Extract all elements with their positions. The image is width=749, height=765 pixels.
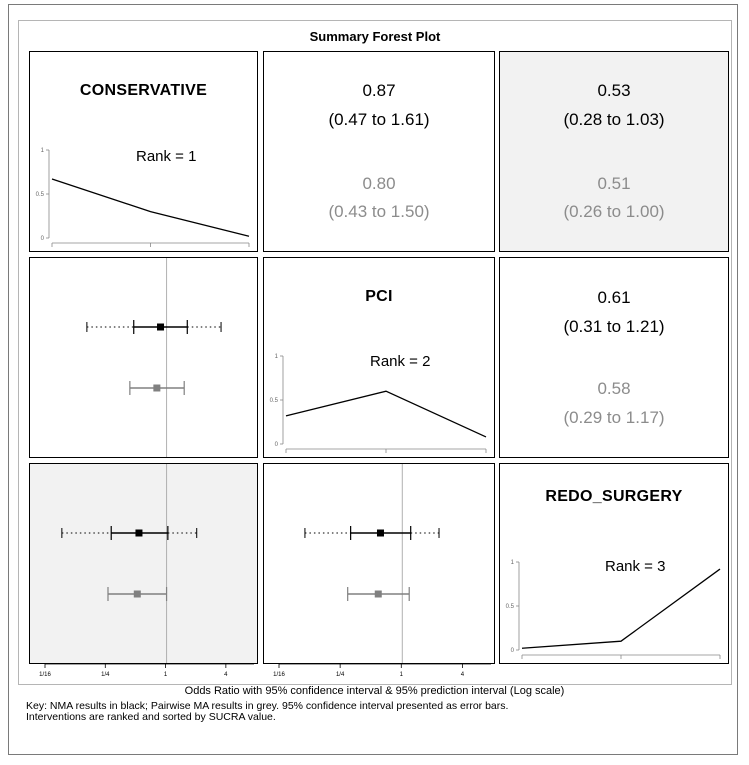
nma-point bbox=[135, 530, 142, 537]
nma-estimate: 0.87 bbox=[362, 81, 396, 100]
rank-label: Rank = 3 bbox=[605, 558, 666, 575]
x-tick-label: 4 bbox=[224, 672, 228, 678]
forest-plot bbox=[264, 464, 495, 664]
nma-estimate: 0.61 bbox=[597, 288, 631, 307]
nma-ci: (0.47 to 1.61) bbox=[328, 110, 430, 129]
pairwise-estimate: 0.58 bbox=[597, 379, 631, 398]
diagonal-cell-conservative bbox=[29, 51, 258, 252]
rank-prob-line bbox=[286, 391, 486, 437]
comparison-cell-pci-redo-surgery bbox=[499, 257, 729, 458]
x-tick-label: 1/4 bbox=[335, 672, 345, 678]
prob-y-tick-label: 0 bbox=[510, 648, 514, 654]
rank-prob-line bbox=[522, 569, 720, 648]
x-tick-label: 1/16 bbox=[39, 672, 51, 678]
nma-point bbox=[157, 324, 164, 331]
comparison-cell-conservative-pci bbox=[263, 51, 495, 252]
pairwise-estimate: 0.51 bbox=[597, 174, 631, 193]
comparison-cell-conservative-redo-surgery bbox=[499, 51, 729, 252]
rank-prob-plot bbox=[500, 464, 729, 664]
prob-y-tick-label: 1 bbox=[274, 354, 278, 360]
key-line-1: Key: NMA results in black; Pairwise MA results in grey. 95% confidence interval presented as error bars. bbox=[26, 700, 509, 712]
prob-y-tick-label: 1 bbox=[510, 560, 514, 566]
pairwise-point bbox=[375, 591, 382, 598]
nma-estimate: 0.53 bbox=[597, 81, 631, 100]
pairwise-ci: (0.29 to 1.17) bbox=[563, 408, 665, 427]
chart-title: Summary Forest Plot bbox=[309, 29, 441, 44]
x-axis-col1 bbox=[29, 663, 258, 685]
rank-prob-plot bbox=[264, 258, 495, 458]
x-tick-label: 1/4 bbox=[101, 672, 110, 678]
nma-point bbox=[377, 530, 384, 537]
rank-label: Rank = 1 bbox=[136, 148, 197, 165]
x-tick-label: 1 bbox=[163, 672, 168, 678]
x-axis-label: Odds Ratio with 95% confidence interval & 95% prediction interval (Log scale) bbox=[184, 685, 565, 697]
prob-y-tick-label: 0 bbox=[40, 236, 44, 242]
prob-y-tick-label: 0.5 bbox=[269, 398, 278, 404]
forest-cell-redo-surgery-vs-conservative bbox=[29, 463, 258, 664]
diagonal-cell-redo-surgery bbox=[499, 463, 729, 664]
rank-prob-line bbox=[52, 179, 249, 236]
x-axis-col2 bbox=[263, 663, 495, 685]
intervention-name: REDO_SURGERY bbox=[545, 488, 683, 505]
x-tick-label: 1/16 bbox=[273, 672, 285, 678]
intervention-name: CONSERVATIVE bbox=[79, 82, 208, 99]
key-line-2: Interventions are ranked and sorted by SUCRA value. bbox=[26, 711, 276, 723]
pairwise-point bbox=[134, 591, 141, 598]
pairwise-ci: (0.26 to 1.00) bbox=[563, 202, 665, 221]
rank-prob-plot bbox=[30, 52, 258, 252]
pairwise-ci: (0.43 to 1.50) bbox=[328, 202, 430, 221]
forest-cell-redo-surgery-vs-pci bbox=[263, 463, 495, 664]
forest-cell-pci-vs-conservative bbox=[29, 257, 258, 458]
forest-plot bbox=[30, 258, 258, 458]
x-tick-label: 4 bbox=[460, 672, 465, 678]
nma-ci: (0.31 to 1.21) bbox=[563, 317, 665, 336]
intervention-name: PCI bbox=[365, 288, 393, 305]
prob-y-tick-label: 0 bbox=[274, 442, 278, 448]
prob-y-tick-label: 0.5 bbox=[505, 604, 514, 610]
diagonal-cell-pci bbox=[263, 257, 495, 458]
prob-y-tick-label: 0.5 bbox=[35, 192, 44, 198]
forest-plot bbox=[30, 464, 258, 664]
nma-ci: (0.28 to 1.03) bbox=[563, 110, 665, 129]
rank-label: Rank = 2 bbox=[370, 353, 431, 370]
x-tick-label: 1 bbox=[399, 672, 403, 678]
pairwise-estimate: 0.80 bbox=[362, 174, 396, 193]
prob-y-tick-label: 1 bbox=[40, 148, 44, 154]
pairwise-point bbox=[153, 385, 160, 392]
